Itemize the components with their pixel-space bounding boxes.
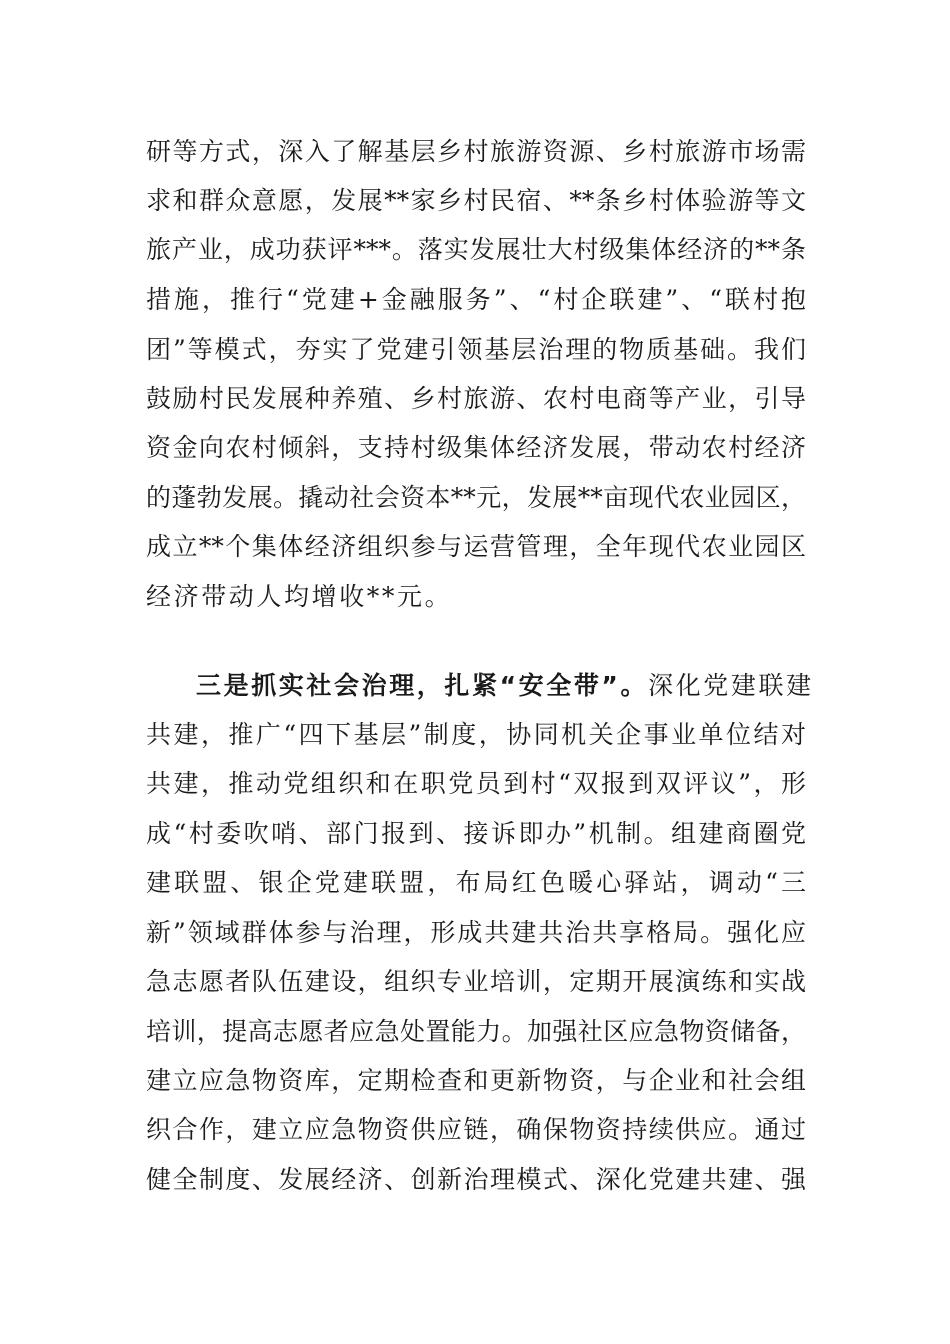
text-line: 织合作，建立应急物资供应链，确保物资持续供应。通过 [146, 1115, 806, 1144]
text-line: 成立**个集体经济组织参与运营管理，全年现代农业园区 [146, 532, 806, 561]
text-line: 健全制度、发展经济、创新治理模式、深化党建共建、强 [146, 1165, 806, 1194]
heading-continuation: 深化党建联建 [648, 671, 814, 700]
text-line: 求和群众意愿，发展**家乡村民宿、**条乡村体验游等文 [146, 186, 806, 215]
text-line: 急志愿者队伍建设，组织专业培训，定期开展演练和实战 [146, 967, 806, 996]
text-line: 成“村委吹哨、部门报到、接诉即办”机制。组建商圈党 [146, 819, 806, 848]
text-line: 的蓬勃发展。撬动社会资本**元，发展**亩现代农业园区， [146, 483, 806, 512]
paragraph-first-line [196, 666, 814, 706]
text-line: 建立应急物资库，定期检查和更新物资，与企业和社会组 [146, 1066, 806, 1095]
text-line: 措施，推行“党建+金融服务”、“村企联建”、“联村抱 [146, 285, 806, 314]
text-line: 鼓励村民发展种养殖、乡村旅游、农村电商等产业，引导 [146, 384, 806, 413]
text-line: 经济带动人均增收**元。 [146, 582, 453, 611]
text-line: 旅产业，成功获评***。落实发展壮大村级集体经济的**条 [146, 235, 806, 264]
text-line: 资金向农村倾斜，支持村级集体经济发展，带动农村经济 [146, 433, 806, 462]
text-line: 建联盟、银企党建联盟，布局红色暖心驿站，调动“三 [146, 868, 806, 897]
text-line: 团”等模式，夯实了党建引领基层治理的物质基础。我们 [146, 335, 806, 364]
text-line: 新”领域群体参与治理，形成共建共治共享格局。强化应 [146, 918, 806, 947]
section-heading: 三是抓实社会治理，扎紧“安全带”。 [196, 671, 649, 700]
text-line: 共建，推广“四下基层”制度，协同机关企事业单位结对 [146, 720, 806, 749]
text-line: 培训，提高志愿者应急处置能力。加强社区应急物资储备， [146, 1017, 806, 1046]
text-line: 研等方式，深入了解基层乡村旅游资源、乡村旅游市场需 [146, 137, 806, 166]
text-line: 共建，推动党组织和在职党员到村“双报到双评议”，形 [146, 769, 806, 798]
